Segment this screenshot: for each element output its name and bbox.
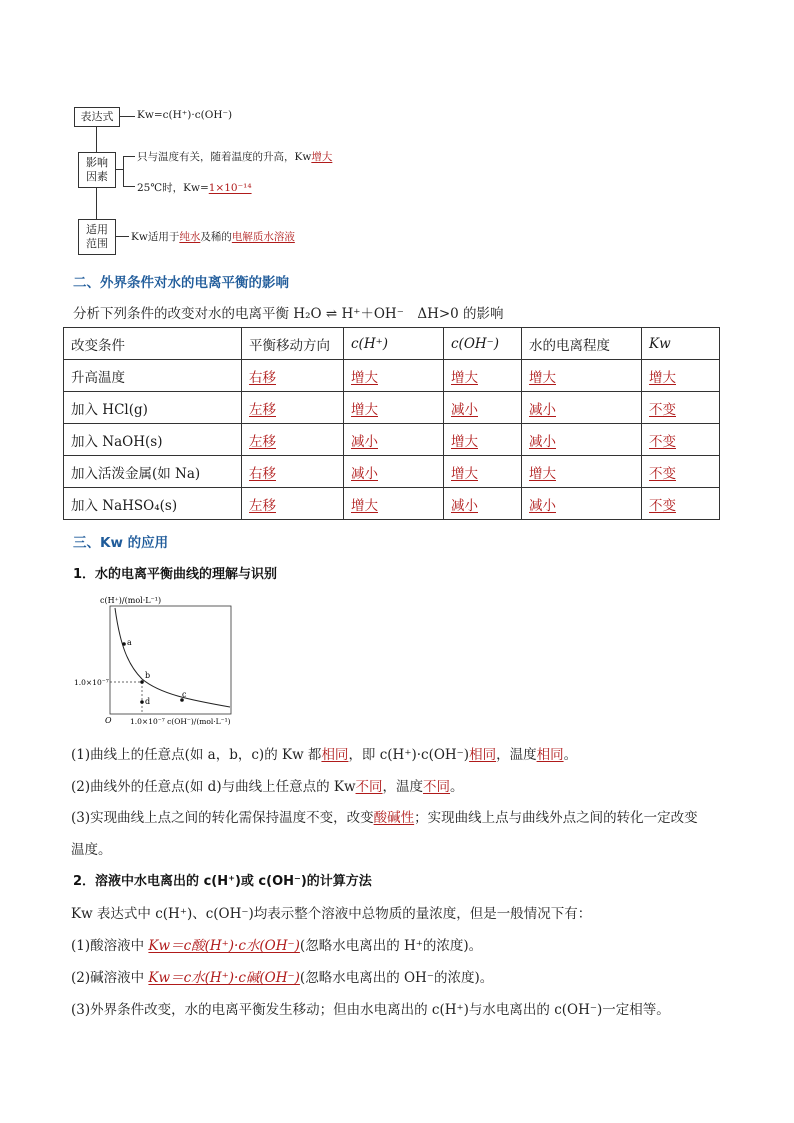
y-axis-label: c(H⁺)/(mol·L⁻¹) xyxy=(100,596,162,605)
factor-temperature: 只与温度有关，随着温度的升高，Kw增大 xyxy=(137,151,333,163)
table-cell: 减小 xyxy=(444,392,522,424)
table-cell: 不变 xyxy=(642,424,720,456)
table-cell: 左移 xyxy=(242,424,344,456)
factor-25c: 25℃时，Kw=1×10⁻¹⁴ xyxy=(137,182,252,194)
table-header: c(H⁺) xyxy=(344,328,444,360)
kw-note: Kw 表达式中 c(H⁺)、c(OH⁻)均表示整个溶液中总物质的量浓度，但是一般情况下有： xyxy=(71,906,592,922)
equilibrium-table xyxy=(63,327,720,520)
point-c-label: c xyxy=(182,690,187,699)
kw-expression: Kw=c(H⁺)·c(OH⁻) xyxy=(137,109,233,121)
table-cell: 增大 xyxy=(444,360,522,392)
box-factors: 影响 因素 xyxy=(78,152,116,188)
point-b-label: b xyxy=(145,671,151,680)
subsection-1-title: 1．水的电离平衡曲线的理解与识别 xyxy=(73,567,278,582)
point-3: (3)实现曲线上点之间的转化需保持温度不变，改变酸碱性；实现曲线上点与曲线外点之间的转化一定改变 xyxy=(71,810,698,826)
table-cell: 减小 xyxy=(344,424,444,456)
table-cell: 增大 xyxy=(444,456,522,488)
table-cell: 增大 xyxy=(642,360,720,392)
table-header: 改变条件 xyxy=(64,328,242,360)
table-cell: 左移 xyxy=(242,392,344,424)
table-cell: 升高温度 xyxy=(64,360,242,392)
table-cell: 减小 xyxy=(522,424,642,456)
table-row xyxy=(64,392,720,424)
table-cell: 加入 NaHSO₄(s) xyxy=(64,488,242,520)
table-cell: 增大 xyxy=(522,360,642,392)
case-external: (3)外界条件改变，水的电离平衡发生移动；但由水电离出的 c(H⁺)与水电离出的 c(OH⁻)一定相等。 xyxy=(71,1002,670,1018)
origin-label: O xyxy=(105,716,112,725)
table-cell: 减小 xyxy=(522,392,642,424)
connector xyxy=(123,186,135,187)
table-row xyxy=(64,424,720,456)
ionization-curve-graph xyxy=(70,590,250,730)
table-cell: 右移 xyxy=(242,360,344,392)
table-cell: 不变 xyxy=(642,488,720,520)
table-cell: 加入 HCl(g) xyxy=(64,392,242,424)
y-tick-label: 1.0×10⁻⁷ xyxy=(74,678,109,687)
box-expression-label: 表达式 xyxy=(80,110,114,123)
connector xyxy=(119,116,135,117)
table-cell: 增大 xyxy=(522,456,642,488)
table-cell: 增大 xyxy=(444,424,522,456)
point-b xyxy=(140,680,144,684)
connector xyxy=(123,156,124,186)
table-row xyxy=(64,456,720,488)
case-acid: (1)酸溶液中 Kw＝c酸(H⁺)·c水(OH⁻)(忽略水电离出的 H⁺的浓度)。 xyxy=(71,938,483,954)
table-cell: 不变 xyxy=(642,392,720,424)
table-cell: 减小 xyxy=(344,456,444,488)
table-cell: 加入活泼金属(如 Na) xyxy=(64,456,242,488)
table-cell: 减小 xyxy=(522,488,642,520)
point-d xyxy=(140,700,144,704)
point-3-continued: 温度。 xyxy=(71,842,112,858)
point-1: (1)曲线上的任意点(如 a，b，c)的 Kw 都相同，即 c(H⁺)·c(OH⁻)相同，温度相同。 xyxy=(71,747,578,763)
subsection-2-title: 2．溶液中水电离出的 c(H⁺)或 c(OH⁻)的计算方法 xyxy=(73,874,372,889)
section-2-title: 二、外界条件对水的电离平衡的影响 xyxy=(73,275,289,291)
case-base: (2)碱溶液中 Kw＝c水(H⁺)·c碱(OH⁻)(忽略水电离出的 OH⁻的浓度)。 xyxy=(71,970,494,986)
connector xyxy=(96,187,97,219)
equilibrium-curve xyxy=(115,608,230,707)
table-cell: 左移 xyxy=(242,488,344,520)
table-cell: 右移 xyxy=(242,456,344,488)
x-axis-label: 1.0×10⁻⁷ c(OH⁻)/(mol·L⁻¹) xyxy=(130,717,231,726)
section-3-title: 三、Kw 的应用 xyxy=(73,535,169,551)
table-cell: 增大 xyxy=(344,392,444,424)
connector xyxy=(123,156,135,157)
table-row xyxy=(64,360,720,392)
connector xyxy=(96,126,97,152)
scope-text: Kw适用于纯水及稀的电解质水溶液 xyxy=(131,231,295,243)
table-header: 水的电离程度 xyxy=(522,328,642,360)
box-expression xyxy=(74,107,120,127)
table-header: c(OH⁻) xyxy=(444,328,522,360)
point-a-label: a xyxy=(127,638,132,647)
box-scope: 适用 范围 xyxy=(78,219,116,255)
connector xyxy=(115,169,123,170)
table-header: 平衡移动方向 xyxy=(242,328,344,360)
table-header-row xyxy=(64,328,720,360)
point-a xyxy=(122,642,126,646)
connector xyxy=(115,236,129,237)
point-d-label: d xyxy=(145,697,151,706)
table-cell: 增大 xyxy=(344,360,444,392)
point-2: (2)曲线外的任意点(如 d)与曲线上任意点的 Kw不同，温度不同。 xyxy=(71,779,464,795)
table-cell: 增大 xyxy=(344,488,444,520)
table-cell: 减小 xyxy=(444,488,522,520)
table-cell: 不变 xyxy=(642,456,720,488)
table-row xyxy=(64,488,720,520)
table-cell: 加入 NaOH(s) xyxy=(64,424,242,456)
section-2-intro: 分析下列条件的改变对水的电离平衡 H₂O ⇌ H⁺＋OH⁻ ΔH>0 的影响 xyxy=(73,306,504,322)
table-header: Kw xyxy=(642,328,720,360)
